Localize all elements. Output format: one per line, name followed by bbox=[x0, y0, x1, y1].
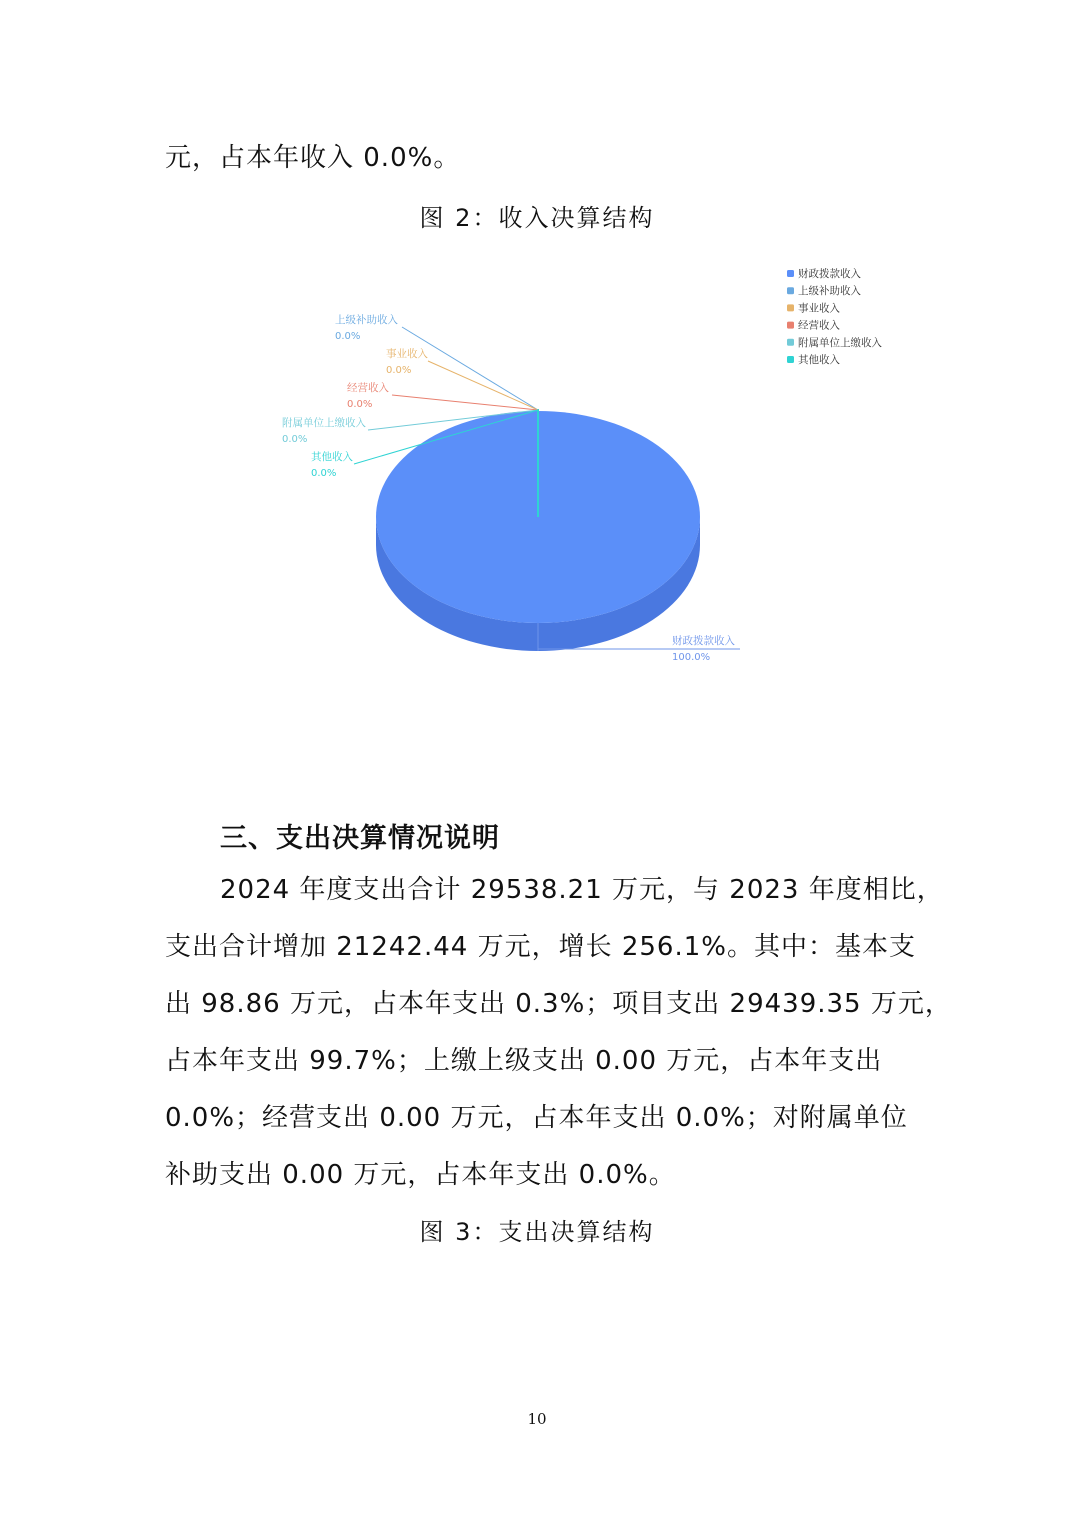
slice-label: 附属单位上缴收入 bbox=[282, 417, 366, 429]
paragraph-line: 补助支出 0.00 万元，占本年支出 0.0%。 bbox=[165, 1160, 676, 1190]
leader-line bbox=[428, 361, 538, 410]
legend-label: 附属单位上缴收入 bbox=[798, 336, 882, 349]
figure-2-caption: 图 2：收入决算结构 bbox=[419, 204, 655, 232]
slice-label: 上级补助收入 bbox=[335, 314, 398, 326]
slice-value-label: 0.0% bbox=[347, 399, 373, 410]
page-number: 10 bbox=[527, 1410, 547, 1428]
leader-line bbox=[402, 327, 538, 410]
figure-3-caption: 图 3：支出决算结构 bbox=[419, 1218, 655, 1246]
slice-value-label: 100.0% bbox=[672, 652, 711, 663]
slice-value-label: 0.0% bbox=[311, 468, 337, 479]
leader-line bbox=[392, 395, 538, 410]
slice-label: 财政拨款收入 bbox=[672, 635, 735, 647]
top-text-line: 元，占本年收入 0.0%。 bbox=[165, 143, 461, 173]
paragraph-line: 0.0%；经营支出 0.00 万元，占本年支出 0.0%；对附属单位 bbox=[165, 1103, 908, 1133]
revenue-pie-chart bbox=[270, 255, 910, 685]
paragraph-line: 出 98.86 万元，占本年支出 0.3%；项目支出 29439.35 万元， bbox=[165, 989, 952, 1019]
slice-label: 经营收入 bbox=[347, 382, 389, 394]
legend-label: 财政拨款收入 bbox=[798, 268, 861, 280]
paragraph-line: 支出合计增加 21242.44 万元，增长 256.1%。其中：基本支 bbox=[165, 932, 916, 962]
legend-label: 上级补助收入 bbox=[798, 285, 861, 298]
pie-legend bbox=[787, 267, 882, 366]
section-3-heading: 三、支出决算情况说明 bbox=[220, 823, 500, 854]
slice-label: 事业收入 bbox=[386, 348, 428, 360]
legend-label: 经营收入 bbox=[798, 319, 840, 332]
legend-swatch bbox=[787, 304, 794, 311]
paragraph-line: 占本年支出 99.7%；上缴上级支出 0.00 万元，占本年支出 bbox=[165, 1046, 883, 1076]
legend-label: 事业收入 bbox=[798, 302, 840, 315]
slice-label: 其他收入 bbox=[311, 451, 353, 463]
legend-swatch bbox=[787, 287, 794, 294]
paragraph-line: 2024 年度支出合计 29538.21 万元，与 2023 年度相比， bbox=[220, 875, 944, 905]
legend-swatch bbox=[787, 356, 794, 363]
slice-value-label: 0.0% bbox=[335, 331, 361, 342]
slice-value-label: 0.0% bbox=[282, 434, 308, 445]
legend-label: 其他收入 bbox=[798, 354, 840, 366]
slice-value-label: 0.0% bbox=[386, 365, 412, 376]
pie-body bbox=[376, 409, 700, 651]
legend-swatch bbox=[787, 339, 794, 346]
legend-swatch bbox=[787, 322, 794, 329]
legend-swatch bbox=[787, 270, 794, 277]
